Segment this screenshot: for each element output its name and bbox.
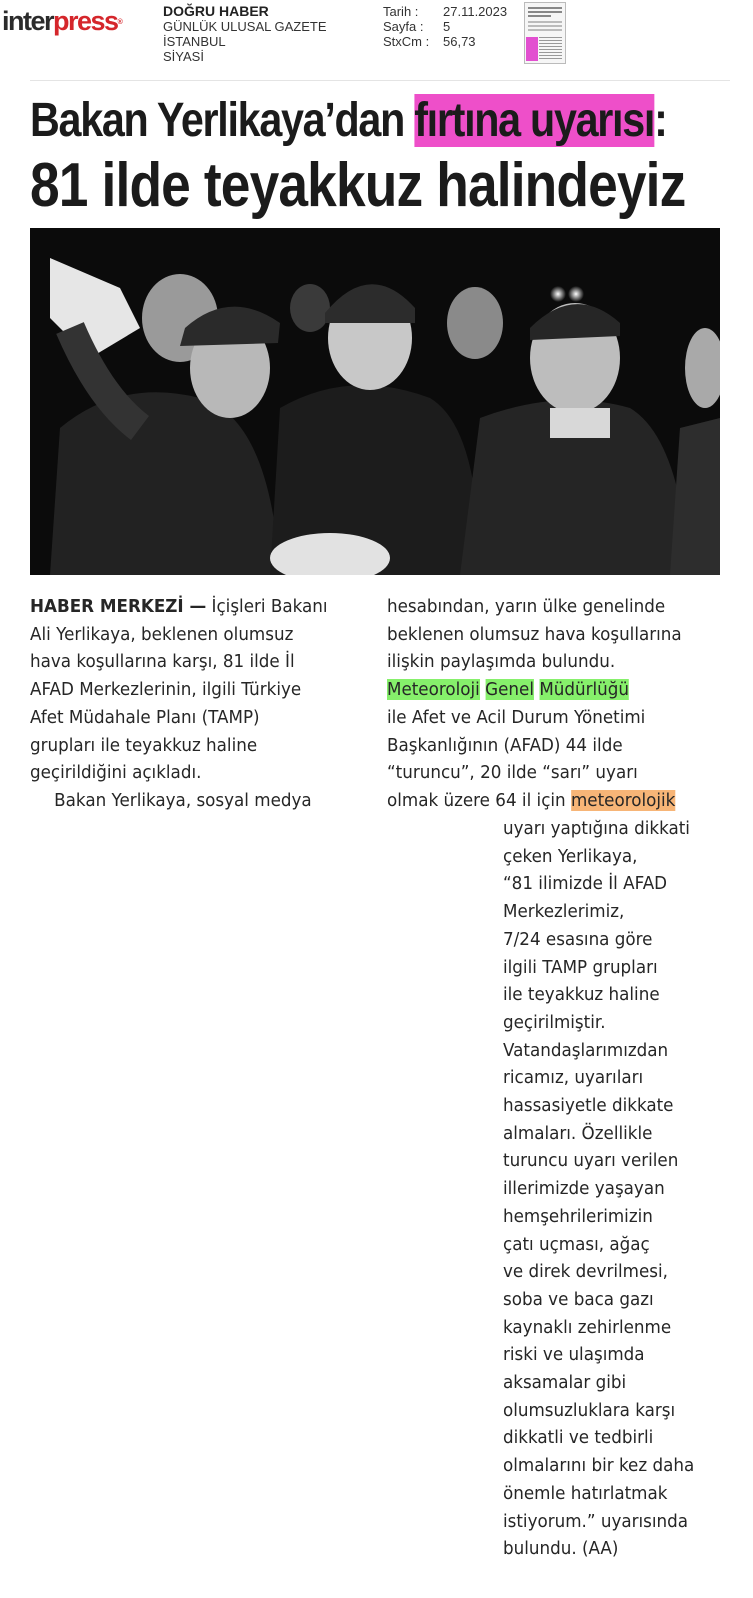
highlight-word: meteorolojik	[570, 789, 676, 811]
text-line	[30, 593, 328, 621]
publication-type: GÜNLÜK ULUSAL GAZETE	[163, 19, 327, 34]
text-line: illerimizde yaşayan	[503, 1178, 665, 1200]
publication-info	[163, 4, 327, 64]
header-divider	[30, 80, 730, 81]
clipping-meta	[383, 4, 507, 49]
text-line: çeken Yerlikaya,	[503, 845, 638, 867]
highlight-word: Meteoroloji	[387, 679, 480, 701]
text-line: “81 ilimizde İl AFAD	[503, 873, 668, 895]
interpress-logo	[2, 6, 123, 36]
headline-line-1	[30, 92, 667, 150]
text-line: olumsuzluklara karşı	[503, 1399, 676, 1421]
text-line: ilişkin paylaşımda bulundu.	[387, 651, 616, 673]
text-line: AFAD Merkezlerinin, ilgili Türkiye	[30, 679, 302, 701]
text-line: 7/24 esasına göre	[503, 928, 653, 950]
text-line: Ali Yerlikaya, beklenen olumsuz	[30, 623, 294, 645]
page-thumbnail[interactable]	[524, 2, 566, 64]
text-line: aksamalar gibi	[503, 1372, 627, 1394]
text-line: hesabından, yarın ülke genelinde	[387, 596, 666, 617]
headline-text: Bakan Yerlikaya’dan	[30, 94, 415, 147]
text-line: almaları. Özellikle	[503, 1122, 653, 1144]
text-line: Vatandaşlarımızdan	[503, 1039, 669, 1061]
article-lead: HABER MERKEZİ —	[30, 596, 207, 617]
text-line: Merkezlerimiz,	[503, 901, 625, 923]
publication-section: SİYASİ	[163, 49, 204, 64]
text-line: grupları ile teyakkuz haline	[30, 734, 258, 756]
text-line: Başkanlığının (AFAD) 44 ilde	[387, 734, 623, 756]
text-line: önemle hatırlatmak	[503, 1482, 668, 1504]
highlight-word: Müdürlüğü	[539, 679, 629, 701]
text-line: ve direk devrilmesi,	[503, 1261, 668, 1283]
text-line: olmalarını bir kez daha	[503, 1455, 695, 1477]
logo-text-press: press	[53, 6, 118, 36]
text-line: dikkatli ve tedbirli	[503, 1427, 654, 1449]
meta-label: StxCm :	[383, 34, 430, 49]
meta-label: Tarih :	[383, 4, 419, 19]
text-fragment: İçişleri Bakanı	[206, 596, 328, 617]
article-column-3	[503, 815, 694, 1563]
text-line: ricamız, uyarıları	[503, 1067, 644, 1089]
text-line: çatı uçması, ağaç	[503, 1233, 650, 1255]
text-line: ile teyakkuz haline	[503, 984, 660, 1006]
article-column-1	[30, 593, 328, 815]
text-line: beklenen olumsuz hava koşullarına	[387, 623, 682, 645]
publication-city: İSTANBUL	[163, 34, 226, 49]
meta-row-stxcm	[383, 34, 507, 49]
meta-row-date	[383, 4, 507, 19]
registered-mark: ®	[117, 19, 123, 26]
meta-label: Sayfa :	[383, 19, 424, 34]
text-line: ile Afet ve Acil Durum Yönetimi	[387, 706, 646, 728]
headline-line-2: 81 ilde teyakkuz halindeyiz	[30, 151, 686, 220]
text-fragment: olmak üzere 64 il için	[387, 789, 571, 811]
text-line	[387, 676, 682, 704]
meta-value: 5	[443, 19, 451, 34]
text-line: Afet Müdahale Planı (TAMP)	[30, 706, 260, 728]
text-line: soba ve baca gazı	[503, 1288, 654, 1310]
news-photo-icon	[30, 228, 720, 575]
meta-row-page	[383, 19, 507, 34]
text-line: geçirildiğini açıkladı.	[30, 762, 202, 784]
text-line	[387, 787, 682, 815]
text-line: hassasiyetle dikkate	[503, 1095, 674, 1117]
text-line: kaynaklı zehirlenme	[503, 1316, 672, 1338]
meta-value: 56,73	[443, 34, 476, 49]
text-line: uyarı yaptığına dikkati	[503, 818, 690, 839]
text-line: istiyorum.” uyarısında	[503, 1510, 689, 1532]
text-line: Bakan Yerlikaya, sosyal medya	[54, 789, 312, 811]
headline-colon: :	[654, 94, 667, 147]
text-line: “turuncu”, 20 ilde “sarı” uyarı	[387, 762, 638, 784]
text-line: bulundu. (AA)	[503, 1538, 619, 1560]
meta-value: 27.11.2023	[443, 4, 508, 19]
text-line: riski ve ulaşımda	[503, 1344, 645, 1366]
headline	[30, 92, 740, 222]
headline-highlight: fırtına uyarısı	[414, 94, 655, 147]
text-line: hemşehrilerimizin	[503, 1205, 653, 1227]
text-line: geçirilmiştir.	[503, 1011, 606, 1033]
highlight-word: Genel	[485, 679, 534, 701]
article-column-2	[387, 593, 682, 815]
text-line: hava koşullarına karşı, 81 ilde İl	[30, 651, 295, 673]
text-line: turuncu uyarı verilen	[503, 1150, 679, 1172]
article-photo	[30, 228, 720, 575]
logo-text-inter: inter	[2, 6, 54, 36]
publication-name: DOĞRU HABER	[163, 3, 269, 19]
text-line: ilgili TAMP grupları	[503, 956, 658, 978]
